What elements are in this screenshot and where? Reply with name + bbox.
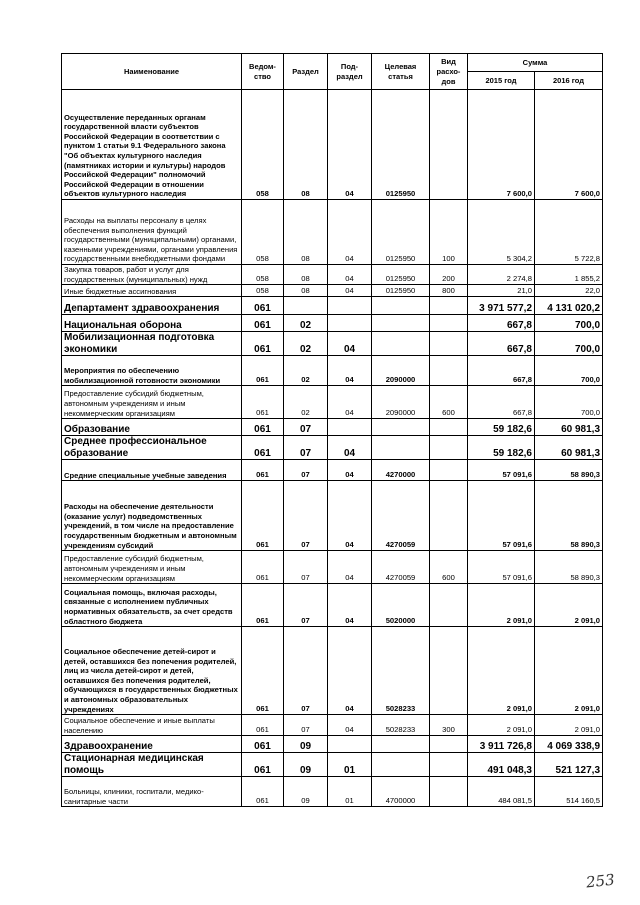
cell-sum-2015: 57 091,6 — [468, 460, 535, 481]
cell-expense-type — [430, 460, 468, 481]
cell-sum-2016: 60 981,3 — [535, 419, 603, 436]
cell-name: Образование — [62, 419, 242, 436]
cell-name: Осуществление переданных органам государственной власти субъектов Российской Федерации в соответствии с пунктом 1 статьи 9.1 Федерального закона "Об объектах культурного наследия (памятниках истории и культуры) народов Российской Федерации" полномочий Российской Федерации в отношении объектов культурного наследия — [62, 90, 242, 200]
cell-department: 061 — [242, 332, 284, 356]
cell-name: Расходы на обеспечение деятельности (оказание услуг) подведомственных учреждений, в том числе на предоставление государственным бюджетным и автономным учреждениям субсидий — [62, 481, 242, 551]
table-row — [62, 753, 603, 777]
cell-sum-2016: 4 131 020,2 — [535, 297, 603, 315]
table-row — [62, 285, 603, 297]
cell-expense-type: 200 — [430, 265, 468, 285]
cell-expense-type: 100 — [430, 200, 468, 265]
cell-target-article — [372, 332, 430, 356]
cell-name: Среднее профессиональное образование — [62, 436, 242, 460]
cell-section: 09 — [284, 753, 328, 777]
cell-subsection: 01 — [328, 777, 372, 807]
cell-department: 058 — [242, 200, 284, 265]
table-row — [62, 436, 603, 460]
cell-expense-type — [430, 736, 468, 753]
cell-department: 061 — [242, 297, 284, 315]
header-sum: Сумма — [468, 54, 603, 72]
cell-target-article: 5020000 — [372, 584, 430, 627]
cell-subsection: 04 — [328, 285, 372, 297]
cell-department: 061 — [242, 419, 284, 436]
cell-sum-2015: 7 600,0 — [468, 90, 535, 200]
cell-name: Социальная помощь, включая расходы, связанные с исполнением публичных нормативных обязательств, за счет средств областного бюджета — [62, 584, 242, 627]
cell-sum-2015: 2 091,0 — [468, 584, 535, 627]
cell-section: 02 — [284, 332, 328, 356]
cell-subsection — [328, 736, 372, 753]
cell-expense-type: 300 — [430, 715, 468, 736]
cell-department: 061 — [242, 627, 284, 715]
cell-name: Мероприятия по обеспечению мобилизационной готовности экономики — [62, 356, 242, 386]
table-row — [62, 627, 603, 715]
cell-section: 09 — [284, 736, 328, 753]
cell-department: 061 — [242, 777, 284, 807]
cell-sum-2015: 667,8 — [468, 386, 535, 419]
table-row — [62, 584, 603, 627]
cell-expense-type — [430, 332, 468, 356]
cell-sum-2015: 2 091,0 — [468, 627, 535, 715]
cell-target-article: 2090000 — [372, 386, 430, 419]
cell-target-article: 0125950 — [372, 200, 430, 265]
cell-department: 061 — [242, 736, 284, 753]
cell-section: 07 — [284, 715, 328, 736]
cell-department: 061 — [242, 481, 284, 551]
cell-section: 07 — [284, 584, 328, 627]
cell-sum-2016: 2 091,0 — [535, 584, 603, 627]
cell-subsection: 04 — [328, 90, 372, 200]
cell-section: 08 — [284, 90, 328, 200]
cell-sum-2015: 57 091,6 — [468, 481, 535, 551]
cell-expense-type — [430, 436, 468, 460]
cell-sum-2015: 59 182,6 — [468, 419, 535, 436]
cell-expense-type — [430, 356, 468, 386]
cell-sum-2015: 2 274,8 — [468, 265, 535, 285]
cell-expense-type — [430, 419, 468, 436]
cell-section — [284, 297, 328, 315]
header-year-2016: 2016 год — [535, 72, 603, 90]
cell-sum-2015: 57 091,6 — [468, 551, 535, 584]
cell-target-article: 0125950 — [372, 265, 430, 285]
cell-subsection: 04 — [328, 715, 372, 736]
cell-target-article: 2090000 — [372, 356, 430, 386]
cell-subsection: 04 — [328, 386, 372, 419]
header-name: Наименование — [62, 54, 242, 90]
cell-sum-2016: 700,0 — [535, 315, 603, 332]
cell-sum-2016: 4 069 338,9 — [535, 736, 603, 753]
cell-expense-type — [430, 90, 468, 200]
cell-sum-2015: 3 911 726,8 — [468, 736, 535, 753]
cell-target-article — [372, 297, 430, 315]
cell-name: Предоставление субсидий бюджетным, автономным учреждениям и иным некоммерческим организациям — [62, 386, 242, 419]
cell-name: Средние специальные учебные заведения — [62, 460, 242, 481]
table-row — [62, 356, 603, 386]
cell-subsection — [328, 419, 372, 436]
cell-subsection: 04 — [328, 436, 372, 460]
cell-subsection — [328, 315, 372, 332]
cell-section: 07 — [284, 460, 328, 481]
cell-department: 061 — [242, 715, 284, 736]
cell-sum-2016: 514 160,5 — [535, 777, 603, 807]
cell-sum-2015: 667,8 — [468, 356, 535, 386]
table-row — [62, 777, 603, 807]
header-subsection: Под-раздел — [328, 54, 372, 90]
cell-name: Социальное обеспечение детей-сирот и детей, оставшихся без попечения родителей, лиц из числа детей-сирот и детей, оставшихся без попечения родителей, обучающихся в государственных бюджетных и автономных образовательных учреждениях — [62, 627, 242, 715]
cell-sum-2015: 667,8 — [468, 332, 535, 356]
cell-target-article — [372, 736, 430, 753]
cell-department: 061 — [242, 386, 284, 419]
cell-subsection: 04 — [328, 356, 372, 386]
cell-sum-2015: 667,8 — [468, 315, 535, 332]
cell-sum-2015: 21,0 — [468, 285, 535, 297]
cell-name: Расходы на выплаты персоналу в целях обеспечения выполнения функций государственными (муниципальными) органами, казенными учреждениями, органами управления государственными внебюджетными фондами — [62, 200, 242, 265]
cell-department: 061 — [242, 584, 284, 627]
cell-name: Предоставление субсидий бюджетным, автономным учреждениям и иным некоммерческим организациям — [62, 551, 242, 584]
cell-sum-2016: 5 722,8 — [535, 200, 603, 265]
cell-expense-type — [430, 627, 468, 715]
cell-section: 07 — [284, 481, 328, 551]
cell-department: 058 — [242, 265, 284, 285]
table-row — [62, 460, 603, 481]
cell-section: 07 — [284, 551, 328, 584]
cell-target-article: 5028233 — [372, 627, 430, 715]
cell-section: 07 — [284, 419, 328, 436]
cell-sum-2016: 58 890,3 — [535, 460, 603, 481]
cell-sum-2016: 700,0 — [535, 356, 603, 386]
cell-subsection: 01 — [328, 753, 372, 777]
budget-table — [61, 53, 603, 807]
cell-sum-2015: 484 081,5 — [468, 777, 535, 807]
cell-sum-2016: 22,0 — [535, 285, 603, 297]
cell-target-article — [372, 753, 430, 777]
header-target: Целевая статья — [372, 54, 430, 90]
header-dept: Ведом-ство — [242, 54, 284, 90]
cell-sum-2016: 700,0 — [535, 386, 603, 419]
cell-sum-2015: 59 182,6 — [468, 436, 535, 460]
cell-name: Социальное обеспечение и иные выплаты населению — [62, 715, 242, 736]
cell-sum-2016: 1 855,2 — [535, 265, 603, 285]
cell-target-article: 0125950 — [372, 90, 430, 200]
cell-expense-type — [430, 315, 468, 332]
cell-sum-2016: 521 127,3 — [535, 753, 603, 777]
cell-sum-2015: 5 304,2 — [468, 200, 535, 265]
cell-subsection: 04 — [328, 551, 372, 584]
cell-sum-2015: 3 971 577,2 — [468, 297, 535, 315]
cell-target-article — [372, 436, 430, 460]
cell-name: Мобилизационная подготовка экономики — [62, 332, 242, 356]
cell-section: 08 — [284, 200, 328, 265]
cell-sum-2016: 2 091,0 — [535, 715, 603, 736]
table-row — [62, 736, 603, 753]
table-row — [62, 297, 603, 315]
table-row — [62, 315, 603, 332]
cell-section: 08 — [284, 285, 328, 297]
cell-target-article: 5028233 — [372, 715, 430, 736]
table-row — [62, 481, 603, 551]
cell-subsection: 04 — [328, 584, 372, 627]
table-row — [62, 551, 603, 584]
cell-name: Департамент здравоохранения — [62, 297, 242, 315]
cell-target-article: 4270000 — [372, 460, 430, 481]
cell-department: 058 — [242, 90, 284, 200]
cell-sum-2016: 7 600,0 — [535, 90, 603, 200]
cell-name: Иные бюджетные ассигнования — [62, 285, 242, 297]
cell-department: 061 — [242, 436, 284, 460]
cell-target-article: 4700000 — [372, 777, 430, 807]
cell-name: Закупка товаров, работ и услуг для государственных (муниципальных) нужд — [62, 265, 242, 285]
cell-expense-type — [430, 481, 468, 551]
cell-subsection: 04 — [328, 460, 372, 481]
cell-section: 07 — [284, 436, 328, 460]
cell-section: 08 — [284, 265, 328, 285]
cell-target-article — [372, 419, 430, 436]
table-row — [62, 715, 603, 736]
header-year-2015: 2015 год — [468, 72, 535, 90]
cell-department: 061 — [242, 551, 284, 584]
cell-subsection: 04 — [328, 481, 372, 551]
cell-subsection: 04 — [328, 627, 372, 715]
table-row — [62, 90, 603, 200]
cell-target-article — [372, 315, 430, 332]
header-expense-type: Вид расхо-дов — [430, 54, 468, 90]
table-row — [62, 419, 603, 436]
cell-section: 07 — [284, 627, 328, 715]
cell-department: 061 — [242, 753, 284, 777]
cell-section: 02 — [284, 356, 328, 386]
cell-department: 058 — [242, 285, 284, 297]
cell-subsection: 04 — [328, 332, 372, 356]
cell-department: 061 — [242, 315, 284, 332]
table-row — [62, 200, 603, 265]
cell-section: 09 — [284, 777, 328, 807]
cell-name: Национальная оборона — [62, 315, 242, 332]
cell-section: 02 — [284, 315, 328, 332]
cell-sum-2015: 2 091,0 — [468, 715, 535, 736]
cell-name: Больницы, клиники, госпитали, медико-санитарные части — [62, 777, 242, 807]
cell-sum-2016: 60 981,3 — [535, 436, 603, 460]
cell-expense-type — [430, 584, 468, 627]
cell-sum-2016: 58 890,3 — [535, 481, 603, 551]
cell-sum-2016: 700,0 — [535, 332, 603, 356]
cell-subsection — [328, 297, 372, 315]
cell-expense-type: 600 — [430, 551, 468, 584]
page-number-handwritten: 253 — [585, 870, 616, 892]
cell-target-article: 0125950 — [372, 285, 430, 297]
header-section: Раздел — [284, 54, 328, 90]
cell-department: 061 — [242, 460, 284, 481]
cell-target-article: 4270059 — [372, 481, 430, 551]
cell-expense-type: 600 — [430, 386, 468, 419]
cell-section: 02 — [284, 386, 328, 419]
cell-subsection: 04 — [328, 200, 372, 265]
cell-sum-2016: 2 091,0 — [535, 627, 603, 715]
table-row — [62, 265, 603, 285]
table-row — [62, 386, 603, 419]
cell-expense-type: 800 — [430, 285, 468, 297]
cell-expense-type — [430, 297, 468, 315]
cell-department: 061 — [242, 356, 284, 386]
cell-sum-2016: 58 890,3 — [535, 551, 603, 584]
cell-expense-type — [430, 753, 468, 777]
cell-expense-type — [430, 777, 468, 807]
cell-sum-2015: 491 048,3 — [468, 753, 535, 777]
cell-name: Стационарная медицинская помощь — [62, 753, 242, 777]
table-row — [62, 332, 603, 356]
cell-subsection: 04 — [328, 265, 372, 285]
cell-name: Здравоохранение — [62, 736, 242, 753]
cell-target-article: 4270059 — [372, 551, 430, 584]
